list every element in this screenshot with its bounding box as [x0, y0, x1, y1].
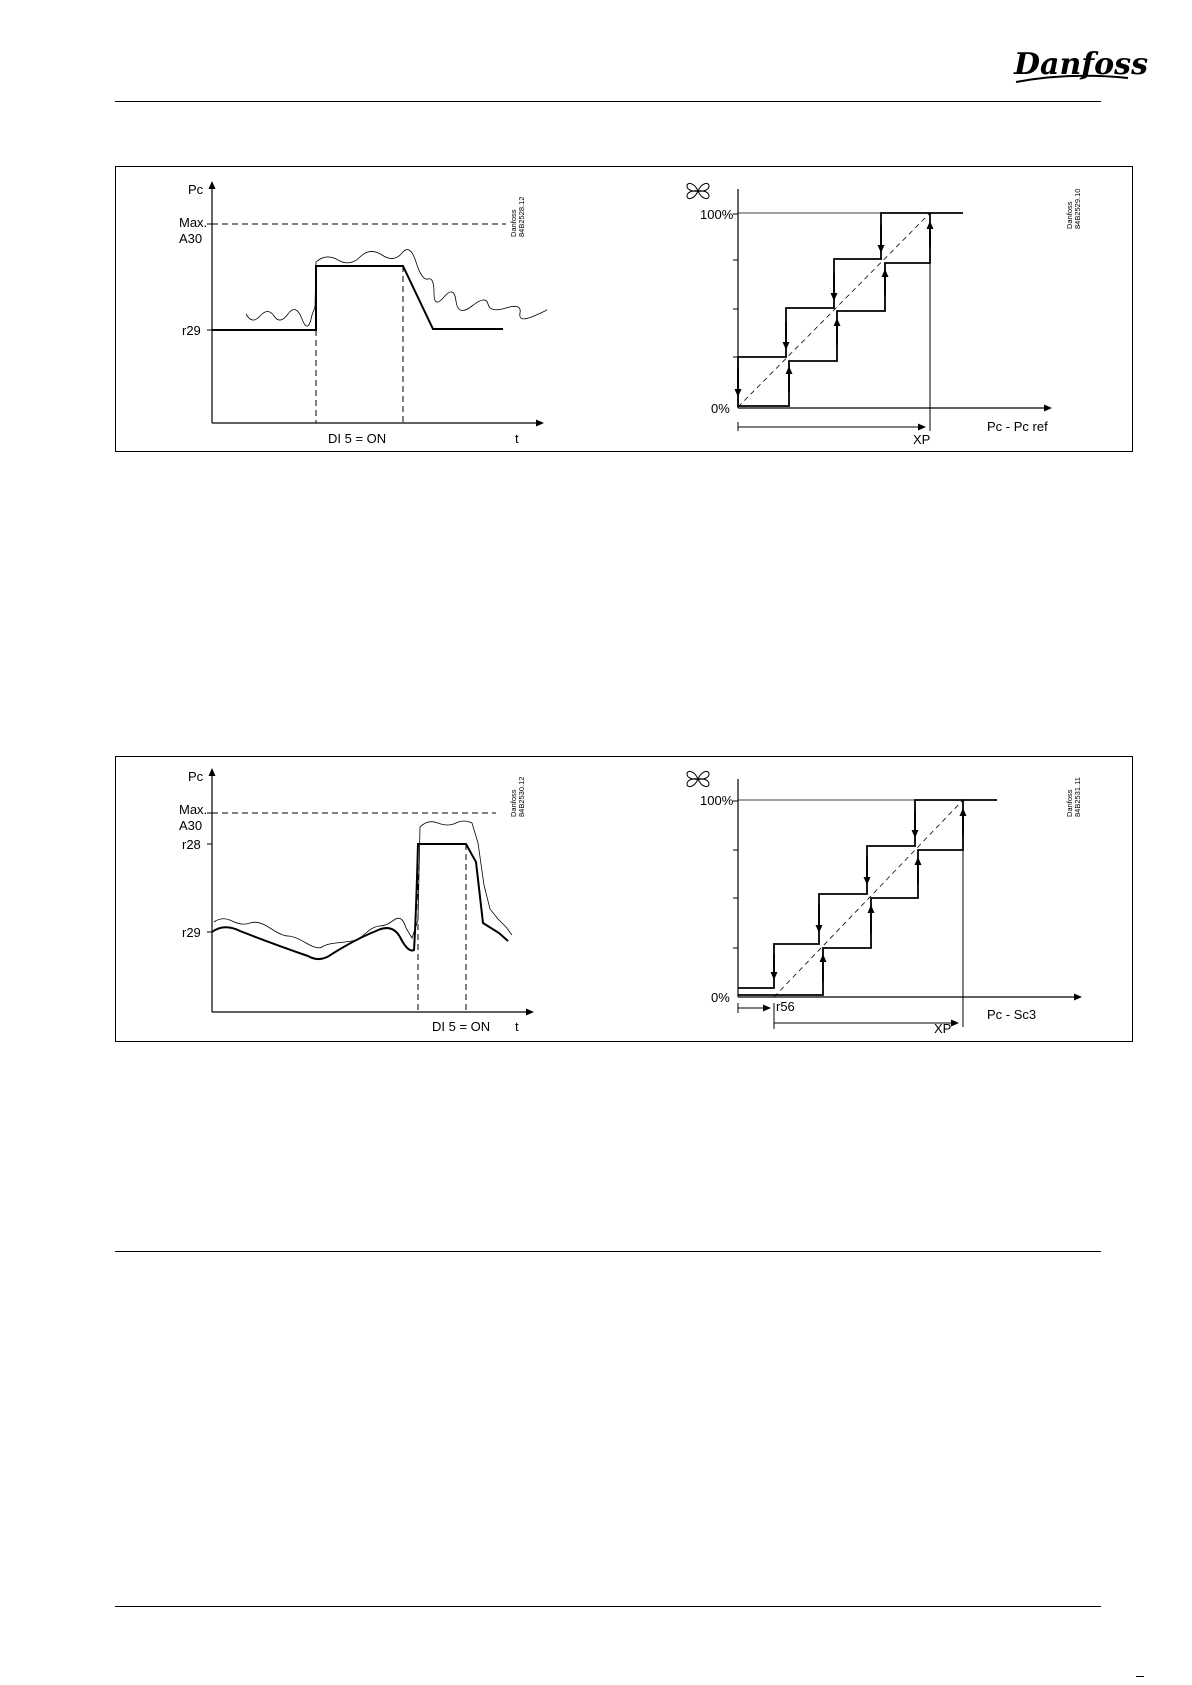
- r28-label: r28: [182, 837, 201, 852]
- fan-icon: [687, 183, 709, 198]
- fig2-fan-capacity-chart: [687, 771, 1082, 1036]
- drawing-number: 84B2528.12: [517, 196, 526, 237]
- danfoss-logo: [1010, 38, 1148, 90]
- r56-label: r56: [776, 999, 795, 1014]
- fig2-pressure-chart: [179, 769, 530, 1034]
- x-axis-label: Pc - Pc ref: [987, 419, 1048, 434]
- fan-icon: [687, 771, 709, 786]
- di5-label: DI 5 = ON: [328, 431, 387, 446]
- x-axis-label: t: [515, 431, 519, 446]
- reference-curve: [212, 266, 503, 330]
- header-rule: [115, 101, 1101, 102]
- drawing-code: Danfoss: [1065, 201, 1074, 229]
- drawing-number: 84B2530.12: [517, 776, 526, 817]
- r29-label: r29: [182, 925, 201, 940]
- drawing-number: 84B2531.11: [1073, 777, 1082, 817]
- y-bottom-label: 0%: [711, 401, 730, 416]
- footer-mark: [1136, 1676, 1144, 1677]
- drawing-code: Danfoss: [1065, 789, 1074, 817]
- fig1-pressure-chart: [179, 182, 547, 446]
- y-axis-label: Pc: [188, 769, 204, 784]
- figure-1: [115, 166, 1133, 452]
- drawing-code: Danfoss: [509, 209, 518, 237]
- footer-rule: [115, 1606, 1101, 1607]
- r29-label: r29: [182, 323, 201, 338]
- measured-pressure-curve: [246, 250, 547, 327]
- svg-text:Danfoss: Danfoss: [1014, 47, 1148, 82]
- section-rule: [115, 1251, 1101, 1252]
- xp-label: XP: [934, 1021, 952, 1036]
- di5-label: DI 5 = ON: [432, 1019, 491, 1034]
- x-axis-label: Pc - Sc3: [987, 1007, 1037, 1022]
- max-label: Max.: [179, 802, 208, 817]
- figure-2: [115, 756, 1133, 1042]
- max-label: Max.: [179, 215, 208, 230]
- drawing-number: 84B2529.10: [1073, 188, 1082, 229]
- a30-label: A30: [179, 818, 203, 833]
- fig1-fan-capacity-chart: [687, 183, 1082, 447]
- y-top-label: 100%: [700, 207, 734, 222]
- x-axis-label: t: [515, 1019, 519, 1034]
- a30-label: A30: [179, 231, 203, 246]
- xp-label: XP: [913, 432, 931, 447]
- y-bottom-label: 0%: [711, 990, 730, 1005]
- y-axis-label: Pc: [188, 182, 204, 197]
- y-top-label: 100%: [700, 793, 734, 808]
- drawing-code: Danfoss: [509, 789, 518, 817]
